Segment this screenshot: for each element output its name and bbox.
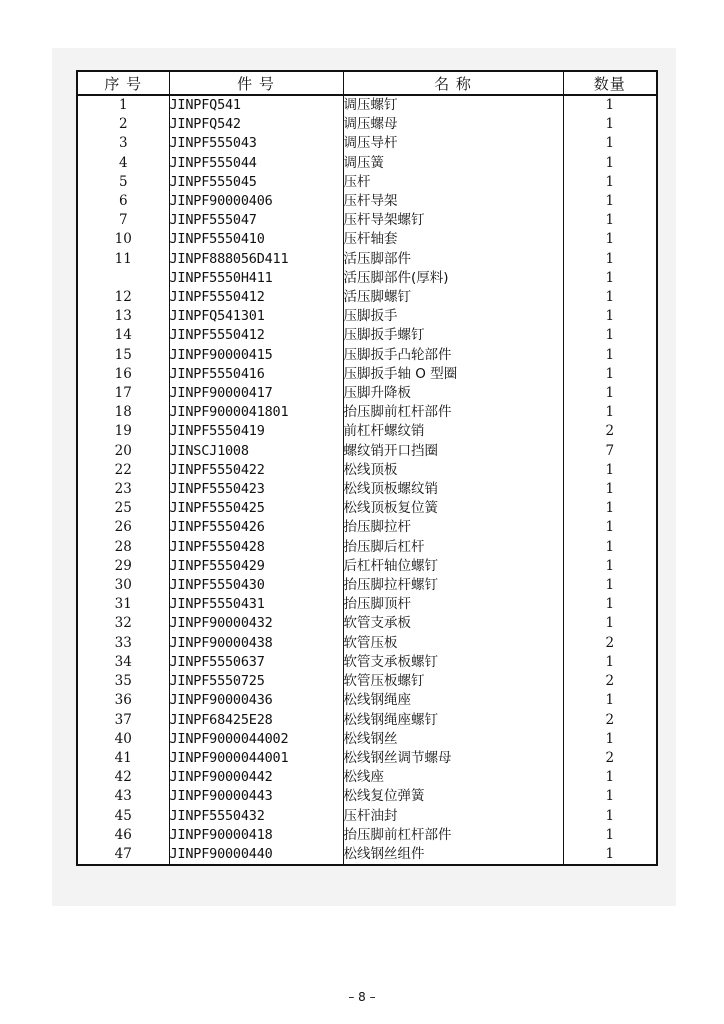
quantity-cell: 1 — [563, 269, 657, 288]
table-row — [77, 326, 657, 345]
part-code-cell: JINPF555047 — [169, 211, 343, 230]
table-row — [77, 95, 657, 115]
table-row — [77, 288, 657, 307]
table-row — [77, 422, 657, 441]
part-code-cell: JINPF555043 — [169, 134, 343, 153]
header-quantity: 数量 — [563, 71, 657, 95]
serial-no-cell: 47 — [114, 845, 132, 862]
serial-no-cell: 20 — [114, 442, 132, 459]
part-code-cell: JINPF5550725 — [169, 672, 343, 691]
quantity-cell: 1 — [563, 154, 657, 173]
serial-no-cell: 3 — [118, 135, 128, 152]
part-name-cell: 松线顶板 — [343, 461, 563, 480]
table-row — [77, 480, 657, 499]
part-name-cell: 抬压脚拉杆 — [343, 518, 563, 537]
part-name-cell: 压杆 — [343, 173, 563, 192]
part-code-cell: JINPF90000443 — [169, 787, 343, 806]
part-code-cell: JINPF5550428 — [169, 538, 343, 557]
part-code-cell: JINPF5550637 — [169, 653, 343, 672]
serial-no-cell: 5 — [118, 173, 128, 190]
serial-no-cell — [77, 269, 169, 288]
part-code-cell: JINPF5550423 — [169, 480, 343, 499]
table-row — [77, 115, 657, 134]
part-code-cell: JINPF9000041801 — [169, 403, 343, 422]
serial-no-cell: 14 — [114, 327, 132, 344]
table-row — [77, 442, 657, 461]
serial-no-cell: 17 — [114, 385, 132, 402]
serial-no-cell: 4 — [118, 154, 128, 171]
part-name-cell: 抬压脚拉杆螺钉 — [343, 576, 563, 595]
serial-no-cell: 37 — [114, 711, 132, 728]
part-code-cell: JINPF5550426 — [169, 518, 343, 537]
part-code-cell: JINPF5550416 — [169, 365, 343, 384]
page-number: – 8 – — [348, 990, 376, 1004]
serial-no-cell: 32 — [114, 615, 132, 632]
part-name-cell: 松线钢丝调节螺母 — [343, 749, 563, 768]
quantity-cell: 2 — [563, 749, 657, 768]
table-row — [77, 250, 657, 269]
part-name-cell: 松线顶板螺纹销 — [343, 480, 563, 499]
part-name-cell: 松线钢丝 — [343, 730, 563, 749]
serial-no-cell: 28 — [114, 538, 132, 555]
table-row — [77, 173, 657, 192]
part-code-cell: JINPF90000442 — [169, 768, 343, 787]
serial-no-cell: 12 — [114, 289, 132, 306]
part-code-cell: JINPF5550431 — [169, 595, 343, 614]
quantity-cell: 1 — [563, 115, 657, 134]
part-code-cell: JINPF68425E28 — [169, 711, 343, 730]
quantity-cell: 1 — [563, 461, 657, 480]
serial-no-cell: 18 — [114, 404, 132, 421]
quantity-cell: 1 — [563, 595, 657, 614]
serial-no-cell: 23 — [114, 481, 132, 498]
serial-no-cell: 46 — [114, 826, 132, 843]
quantity-cell: 1 — [563, 384, 657, 403]
part-code-cell: JINPFQ541 — [169, 95, 343, 115]
part-name-cell: 软管支承板螺钉 — [343, 653, 563, 672]
header-part-code: 件 号 — [169, 71, 343, 95]
part-code-cell: JINSCJ1008 — [169, 442, 343, 461]
serial-no-cell: 16 — [114, 365, 132, 382]
part-code-cell: JINPF5550432 — [169, 807, 343, 826]
table-row — [77, 230, 657, 249]
serial-no-cell: 41 — [114, 749, 132, 766]
quantity-cell: 1 — [563, 403, 657, 422]
part-code-cell: JINPF9000044001 — [169, 749, 343, 768]
quantity-cell: 2 — [563, 711, 657, 730]
serial-no-cell: 29 — [114, 557, 132, 574]
quantity-cell: 1 — [563, 230, 657, 249]
part-name-cell: 软管支承板 — [343, 614, 563, 633]
quantity-cell: 2 — [563, 672, 657, 691]
table-row — [77, 538, 657, 557]
quantity-cell: 1 — [563, 576, 657, 595]
quantity-cell: 1 — [563, 173, 657, 192]
quantity-cell: 1 — [563, 730, 657, 749]
header-serial-no: 序 号 — [77, 71, 169, 95]
serial-no-cell: 1 — [118, 97, 128, 113]
table-row — [77, 845, 657, 865]
quantity-cell: 1 — [563, 365, 657, 384]
part-code-cell: JINPF90000415 — [169, 346, 343, 365]
part-name-cell: 松线钢绳座螺钉 — [343, 711, 563, 730]
serial-no-cell: 15 — [114, 346, 132, 363]
table-row — [77, 749, 657, 768]
quantity-cell: 1 — [563, 211, 657, 230]
part-code-cell: JINPFQ541301 — [169, 307, 343, 326]
serial-no-cell: 10 — [114, 231, 132, 248]
table-row — [77, 595, 657, 614]
serial-no-cell: 45 — [114, 807, 132, 824]
quantity-cell: 1 — [563, 134, 657, 153]
part-code-cell: JINPF5550H411 — [169, 269, 343, 288]
table-row — [77, 653, 657, 672]
part-code-cell: JINPF90000440 — [169, 845, 343, 865]
part-code-cell: JINPFQ542 — [169, 115, 343, 134]
quantity-cell: 1 — [563, 538, 657, 557]
serial-no-cell: 6 — [118, 193, 128, 210]
table-row — [77, 518, 657, 537]
table-row — [77, 461, 657, 480]
part-code-cell: JINPF888056D411 — [169, 250, 343, 269]
serial-no-cell: 34 — [114, 653, 132, 670]
quantity-cell: 1 — [563, 192, 657, 211]
part-name-cell: 后杠杆轴位螺钉 — [343, 557, 563, 576]
part-code-cell: JINPF5550429 — [169, 557, 343, 576]
table-row — [77, 557, 657, 576]
quantity-cell: 1 — [563, 307, 657, 326]
serial-no-cell: 36 — [114, 692, 132, 709]
part-name-cell: 活压脚部件 — [343, 250, 563, 269]
part-name-cell: 松线钢绳座 — [343, 691, 563, 710]
part-name-cell: 松线座 — [343, 768, 563, 787]
quantity-cell: 1 — [563, 768, 657, 787]
part-name-cell: 螺纹销开口挡圈 — [343, 442, 563, 461]
quantity-cell: 1 — [563, 250, 657, 269]
serial-no-cell: 31 — [114, 596, 132, 613]
part-code-cell: JINPF5550430 — [169, 576, 343, 595]
quantity-cell: 1 — [563, 653, 657, 672]
part-code-cell: JINPF90000432 — [169, 614, 343, 633]
serial-no-cell: 26 — [114, 519, 132, 536]
table-row — [77, 499, 657, 518]
quantity-cell: 1 — [563, 614, 657, 633]
part-name-cell: 抬压脚前杠杆部件 — [343, 403, 563, 422]
part-name-cell: 调压螺母 — [343, 115, 563, 134]
table-header-row — [77, 71, 657, 95]
part-name-cell: 压脚扳手螺钉 — [343, 326, 563, 345]
part-name-cell: 调压簧 — [343, 154, 563, 173]
part-code-cell: JINPF90000436 — [169, 691, 343, 710]
part-name-cell: 软管压板 — [343, 634, 563, 653]
parts-table — [76, 70, 658, 866]
part-code-cell: JINPF5550412 — [169, 288, 343, 307]
serial-no-cell: 30 — [114, 577, 132, 594]
part-code-cell: JINPF5550410 — [169, 230, 343, 249]
part-code-cell: JINPF5550419 — [169, 422, 343, 441]
table-row — [77, 269, 657, 288]
table-row — [77, 576, 657, 595]
table-row — [77, 730, 657, 749]
serial-no-cell: 35 — [114, 673, 132, 690]
part-name-cell: 松线钢丝组件 — [343, 845, 563, 865]
table-row — [77, 307, 657, 326]
part-code-cell: JINPF5550425 — [169, 499, 343, 518]
table-row — [77, 614, 657, 633]
part-name-cell: 压杆导架 — [343, 192, 563, 211]
quantity-cell: 1 — [563, 691, 657, 710]
part-name-cell: 软管压板螺钉 — [343, 672, 563, 691]
table-row — [77, 807, 657, 826]
part-code-cell: JINPF90000417 — [169, 384, 343, 403]
part-name-cell: 活压脚部件(厚料) — [343, 269, 563, 288]
quantity-cell: 1 — [563, 518, 657, 537]
table-row — [77, 134, 657, 153]
table-row — [77, 672, 657, 691]
part-name-cell: 压杆导架螺钉 — [343, 211, 563, 230]
quantity-cell: 1 — [563, 807, 657, 826]
table-row — [77, 192, 657, 211]
part-code-cell: JINPF555045 — [169, 173, 343, 192]
part-name-cell: 抬压脚顶杆 — [343, 595, 563, 614]
table-row — [77, 346, 657, 365]
part-code-cell: JINPF555044 — [169, 154, 343, 173]
serial-no-cell: 42 — [114, 769, 132, 786]
serial-no-cell: 22 — [114, 461, 132, 478]
part-name-cell: 压脚扳手 — [343, 307, 563, 326]
part-name-cell: 调压导杆 — [343, 134, 563, 153]
serial-no-cell: 13 — [114, 308, 132, 325]
table-row — [77, 787, 657, 806]
serial-no-cell: 25 — [114, 500, 132, 517]
quantity-cell: 2 — [563, 422, 657, 441]
quantity-cell: 1 — [563, 480, 657, 499]
serial-no-cell: 19 — [114, 423, 132, 440]
quantity-cell: 1 — [563, 499, 657, 518]
header-part-name: 名 称 — [343, 71, 563, 95]
quantity-cell: 7 — [563, 442, 657, 461]
table-row — [77, 691, 657, 710]
part-name-cell: 调压螺钉 — [343, 95, 563, 115]
part-name-cell: 抬压脚后杠杆 — [343, 538, 563, 557]
part-name-cell: 压杆油封 — [343, 807, 563, 826]
quantity-cell: 2 — [563, 634, 657, 653]
serial-no-cell: 7 — [118, 212, 128, 229]
quantity-cell: 1 — [563, 845, 657, 865]
part-code-cell: JINPF5550412 — [169, 326, 343, 345]
table-row — [77, 365, 657, 384]
table-row — [77, 634, 657, 653]
part-name-cell: 压脚扳手凸轮部件 — [343, 346, 563, 365]
table-row — [77, 711, 657, 730]
table-row — [77, 211, 657, 230]
table-body — [77, 95, 657, 865]
part-name-cell: 压杆轴套 — [343, 230, 563, 249]
table-row — [77, 826, 657, 845]
table-row — [77, 768, 657, 787]
part-name-cell: 前杠杆螺纹销 — [343, 422, 563, 441]
part-name-cell: 压脚升降板 — [343, 384, 563, 403]
serial-no-cell: 33 — [114, 634, 132, 651]
quantity-cell: 1 — [563, 557, 657, 576]
quantity-cell: 1 — [563, 326, 657, 345]
serial-no-cell: 40 — [114, 730, 132, 747]
part-code-cell: JINPF5550422 — [169, 461, 343, 480]
serial-no-cell: 2 — [118, 116, 128, 133]
quantity-cell: 1 — [563, 787, 657, 806]
quantity-cell: 1 — [563, 95, 657, 115]
serial-no-cell: 11 — [114, 250, 132, 267]
part-code-cell: JINPF90000418 — [169, 826, 343, 845]
table-row — [77, 403, 657, 422]
quantity-cell: 1 — [563, 346, 657, 365]
part-name-cell: 抬压脚前杠杆部件 — [343, 826, 563, 845]
part-name-cell: 压脚扳手轴 O 型圈 — [343, 365, 563, 384]
table-row — [77, 384, 657, 403]
part-name-cell: 松线复位弹簧 — [343, 787, 563, 806]
part-code-cell: JINPF90000438 — [169, 634, 343, 653]
quantity-cell: 1 — [563, 288, 657, 307]
serial-no-cell: 43 — [114, 788, 132, 805]
quantity-cell: 1 — [563, 826, 657, 845]
part-name-cell: 松线顶板复位簧 — [343, 499, 563, 518]
table-row — [77, 154, 657, 173]
part-code-cell: JINPF90000406 — [169, 192, 343, 211]
part-code-cell: JINPF9000044002 — [169, 730, 343, 749]
part-name-cell: 活压脚螺钉 — [343, 288, 563, 307]
